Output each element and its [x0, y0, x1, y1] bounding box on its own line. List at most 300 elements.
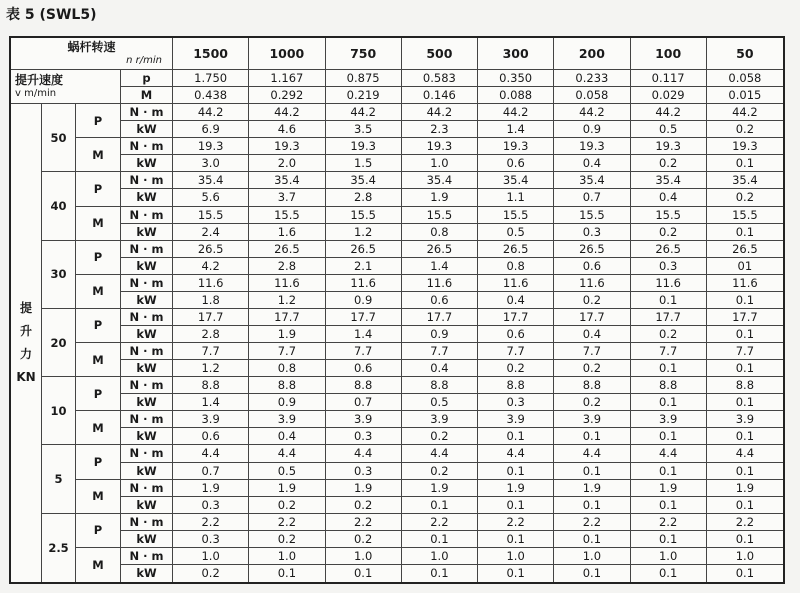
table-cell: 19.3 [478, 138, 554, 155]
table-cell: 4.6 [249, 121, 325, 138]
table-cell: 0.2 [402, 463, 478, 480]
type-code: P [76, 445, 121, 479]
table-cell: 0.3 [326, 428, 402, 445]
table-cell: 4.4 [326, 445, 402, 462]
table-cell: 0.1 [707, 155, 783, 172]
performance-table [9, 36, 785, 584]
table-cell: 35.4 [326, 172, 402, 189]
load-value: 50 [42, 104, 76, 172]
table-cell: 11.6 [173, 275, 249, 292]
table-cell: 0.7 [554, 189, 630, 206]
load-value: 40 [42, 172, 76, 240]
table-cell: 0.6 [478, 326, 554, 343]
unit-label: N · m [121, 343, 173, 360]
table-cell: 1.1 [478, 189, 554, 206]
table-cell: 35.4 [707, 172, 783, 189]
table-cell: 0.1 [554, 428, 630, 445]
table-cell: 3.9 [631, 411, 707, 428]
table-cell: 26.5 [631, 241, 707, 258]
unit-label: kW [121, 394, 173, 411]
table-cell: 1.9 [554, 480, 630, 497]
table-cell: 2.2 [631, 514, 707, 531]
type-code: M [76, 138, 121, 172]
table-cell: 11.6 [249, 275, 325, 292]
table-cell: 0.1 [631, 497, 707, 514]
table-cell: 44.2 [478, 104, 554, 121]
unit-label: N · m [121, 377, 173, 394]
table-cell: 0.3 [478, 394, 554, 411]
table-cell: 6.9 [173, 121, 249, 138]
table-cell: 15.5 [402, 207, 478, 224]
table-cell: 26.5 [478, 241, 554, 258]
table-cell: 0.015 [707, 87, 783, 104]
lift-speed-label [11, 70, 121, 104]
table-cell: 0.1 [554, 497, 630, 514]
table-cell: 0.7 [173, 463, 249, 480]
table-cell: 26.5 [173, 241, 249, 258]
unit-label: kW [121, 121, 173, 138]
table-cell: 44.2 [402, 104, 478, 121]
table-cell: 2.4 [173, 224, 249, 241]
table-cell: 44.2 [707, 104, 783, 121]
table-cell: 0.9 [326, 292, 402, 309]
table-cell: 01 [707, 258, 783, 275]
type-code: M [76, 275, 121, 309]
table-cell: 2.1 [326, 258, 402, 275]
table-cell: 1.750 [173, 70, 249, 87]
table-cell: 44.2 [249, 104, 325, 121]
table-cell: 0.2 [554, 360, 630, 377]
speed-header [11, 38, 173, 70]
table-cell: 4.4 [554, 445, 630, 462]
table-cell: 0.1 [707, 497, 783, 514]
table-cell: 5.6 [173, 189, 249, 206]
table-cell: 0.1 [478, 463, 554, 480]
table-cell: 0.1 [707, 224, 783, 241]
table-cell: 7.7 [249, 343, 325, 360]
speed-column-header: 1500 [173, 38, 249, 70]
table-cell: 7.7 [173, 343, 249, 360]
table-cell: 0.350 [478, 70, 554, 87]
speed-column-header: 300 [478, 38, 554, 70]
table-cell: 0.9 [402, 326, 478, 343]
table-cell: 1.9 [478, 480, 554, 497]
table-cell: 3.7 [249, 189, 325, 206]
table-cell: 1.167 [249, 70, 325, 87]
type-code: P [76, 309, 121, 343]
table-cell: 0.2 [707, 121, 783, 138]
table-cell: 0.1 [707, 360, 783, 377]
table-cell: 0.2 [554, 394, 630, 411]
unit-label: kW [121, 155, 173, 172]
unit-label: N · m [121, 207, 173, 224]
table-cell: 0.1 [631, 360, 707, 377]
table-cell: 4.4 [707, 445, 783, 462]
unit-label: N · m [121, 104, 173, 121]
table-cell: 0.2 [631, 326, 707, 343]
table-cell: 4.4 [631, 445, 707, 462]
table-cell: 0.058 [554, 87, 630, 104]
table-cell: 17.7 [326, 309, 402, 326]
table-cell: 15.5 [326, 207, 402, 224]
table-cell: 0.2 [554, 292, 630, 309]
lift-speed-unit: v m/min [15, 87, 57, 99]
table-cell: 0.8 [402, 224, 478, 241]
table-cell: 1.2 [326, 224, 402, 241]
table-cell: 0.058 [707, 70, 783, 87]
table-cell: 1.2 [249, 292, 325, 309]
table-cell: 0.1 [631, 394, 707, 411]
speed-column-header: 50 [707, 38, 783, 70]
table-cell: 0.438 [173, 87, 249, 104]
table-cell: 0.6 [554, 258, 630, 275]
table-cell: 4.4 [402, 445, 478, 462]
table-cell: 0.9 [249, 394, 325, 411]
table-cell: 2.2 [554, 514, 630, 531]
table-cell: 1.0 [249, 548, 325, 565]
table-cell: 4.4 [249, 445, 325, 462]
table-cell: 15.5 [554, 207, 630, 224]
table-cell: 11.6 [631, 275, 707, 292]
table-cell: 35.4 [478, 172, 554, 189]
table-cell: 0.2 [631, 155, 707, 172]
table-cell: 0.2 [707, 189, 783, 206]
table-cell: 3.9 [478, 411, 554, 428]
unit-label: kW [121, 292, 173, 309]
table-cell: 1.9 [249, 480, 325, 497]
type-code: P [76, 172, 121, 206]
table-cell: 0.233 [554, 70, 630, 87]
table-cell: 1.9 [402, 189, 478, 206]
table-cell: 26.5 [554, 241, 630, 258]
load-value: 2.5 [42, 514, 76, 582]
table-cell: 1.5 [326, 155, 402, 172]
type-code: M [76, 207, 121, 241]
table-cell: 1.0 [707, 548, 783, 565]
table-cell: 2.8 [326, 189, 402, 206]
table-cell: 19.3 [326, 138, 402, 155]
table-cell: 11.6 [326, 275, 402, 292]
table-cell: 0.4 [554, 326, 630, 343]
unit-label: N · m [121, 309, 173, 326]
table-cell: 0.3 [631, 258, 707, 275]
table-cell: 8.8 [554, 377, 630, 394]
table-cell: 0.1 [326, 565, 402, 582]
table-cell: 0.9 [554, 121, 630, 138]
table-cell: 0.1 [478, 428, 554, 445]
speed-column-header: 500 [402, 38, 478, 70]
lift-force-label-part: KN [16, 369, 36, 384]
table-cell: 0.6 [173, 428, 249, 445]
table-cell: 19.3 [402, 138, 478, 155]
table-cell: 0.1 [707, 326, 783, 343]
unit-label: N · m [121, 514, 173, 531]
lift-speed-title: 提升速度 [15, 72, 64, 87]
unit-label: kW [121, 565, 173, 582]
table-cell: 0.5 [478, 224, 554, 241]
table-cell: 15.5 [707, 207, 783, 224]
table-cell: 8.8 [249, 377, 325, 394]
table-cell: 0.3 [326, 463, 402, 480]
table-cell: 0.2 [478, 360, 554, 377]
table-cell: 1.0 [631, 548, 707, 565]
table-cell: 2.2 [478, 514, 554, 531]
table-cell: 44.2 [631, 104, 707, 121]
table-cell: 1.2 [173, 360, 249, 377]
table-cell: 44.2 [326, 104, 402, 121]
table-cell: 0.2 [402, 428, 478, 445]
table-cell: 0.2 [326, 531, 402, 548]
table-cell: 0.4 [249, 428, 325, 445]
table-cell: 0.8 [249, 360, 325, 377]
table-cell: 2.2 [402, 514, 478, 531]
table-cell: 26.5 [707, 241, 783, 258]
table-cell: 26.5 [402, 241, 478, 258]
table-cell: 1.6 [249, 224, 325, 241]
table-cell: 1.9 [173, 480, 249, 497]
table-cell: 3.9 [707, 411, 783, 428]
table-cell: 2.2 [326, 514, 402, 531]
table-cell: 1.9 [326, 480, 402, 497]
type-code: M [76, 480, 121, 514]
table-cell: 8.8 [173, 377, 249, 394]
lift-speed-type: p [121, 70, 173, 87]
unit-label: kW [121, 360, 173, 377]
table-cell: 1.0 [402, 155, 478, 172]
table-cell: 0.5 [249, 463, 325, 480]
table-cell: 19.3 [631, 138, 707, 155]
unit-label: kW [121, 224, 173, 241]
table-cell: 4.4 [173, 445, 249, 462]
table-cell: 8.8 [478, 377, 554, 394]
type-code: M [76, 548, 121, 582]
table-cell: 0.088 [478, 87, 554, 104]
table-cell: 0.1 [631, 565, 707, 582]
speed-column-header: 1000 [249, 38, 325, 70]
table-cell: 0.1 [735, 566, 755, 581]
table-cell: 0.1 [707, 463, 783, 480]
type-code: M [76, 411, 121, 445]
table-cell: 1.9 [402, 480, 478, 497]
type-code: M [76, 343, 121, 377]
table-cell: 2.2 [707, 514, 783, 531]
table-cell: 1.0 [478, 548, 554, 565]
table-cell: 17.7 [478, 309, 554, 326]
table-cell: 0.4 [631, 189, 707, 206]
table-cell: 15.5 [173, 207, 249, 224]
table-cell: 0.1 [707, 531, 783, 548]
table-cell: 1.8 [173, 292, 249, 309]
table-cell: 44.2 [554, 104, 630, 121]
lift-force-label [11, 104, 42, 582]
table-cell: 3.5 [326, 121, 402, 138]
table-cell: 0.029 [631, 87, 707, 104]
speed-header-unit: n r/min [126, 54, 162, 66]
speed-column-header: 200 [554, 38, 630, 70]
table-cell: 0.1 [402, 497, 478, 514]
table-cell: 17.7 [631, 309, 707, 326]
table-cell: 1.9 [631, 480, 707, 497]
table-cell: 7.7 [707, 343, 783, 360]
unit-label: kW [121, 497, 173, 514]
table-cell: 11.6 [554, 275, 630, 292]
table-cell: 7.7 [631, 343, 707, 360]
table-cell: 1.4 [173, 394, 249, 411]
speed-column-header: 750 [326, 38, 402, 70]
table-cell: 3.9 [249, 411, 325, 428]
table-cell: 17.7 [402, 309, 478, 326]
table-cell: 0.1 [631, 463, 707, 480]
table-cell: 35.4 [249, 172, 325, 189]
table-cell: 4.4 [478, 445, 554, 462]
lift-force-label-part: 力 [19, 347, 32, 362]
lift-force-label-part: 提 [19, 301, 32, 316]
table-cell: 0.1 [478, 531, 554, 548]
table-cell: 0.1 [554, 565, 630, 582]
table-cell: 2.8 [173, 326, 249, 343]
lift-force-label-part: 升 [19, 324, 32, 339]
table-cell: 35.4 [173, 172, 249, 189]
table-cell: 17.7 [554, 309, 630, 326]
table-cell: 11.6 [707, 275, 783, 292]
table-cell: 0.219 [326, 87, 402, 104]
table-cell: 19.3 [707, 138, 783, 155]
unit-label: kW [121, 463, 173, 480]
unit-label: kW [121, 428, 173, 445]
table-cell: 3.9 [326, 411, 402, 428]
unit-label: N · m [121, 445, 173, 462]
unit-label: N · m [121, 411, 173, 428]
table-cell: 1.4 [326, 326, 402, 343]
table-cell: 0.117 [631, 70, 707, 87]
table-cell: 15.5 [631, 207, 707, 224]
table-cell: 8.8 [707, 377, 783, 394]
table-cell: 7.7 [402, 343, 478, 360]
table-cell: 0.1 [402, 531, 478, 548]
table-cell: 0.4 [478, 292, 554, 309]
table-cell: 1.0 [173, 548, 249, 565]
table-cell: 0.4 [402, 360, 478, 377]
table-cell: 0.3 [554, 224, 630, 241]
table-cell: 2.2 [173, 514, 249, 531]
table-cell: 0.1 [249, 565, 325, 582]
table-cell: 0.1 [402, 565, 478, 582]
speed-header-title: 蜗杆转速 [67, 40, 116, 55]
unit-label: N · m [121, 241, 173, 258]
table-cell: 0.6 [326, 360, 402, 377]
table-cell: 1.4 [478, 121, 554, 138]
table-cell: 0.1 [478, 565, 554, 582]
unit-label: N · m [121, 480, 173, 497]
table-cell: 19.3 [554, 138, 630, 155]
table-cell: 35.4 [631, 172, 707, 189]
table-cell: 17.7 [249, 309, 325, 326]
table-cell: 17.7 [173, 309, 249, 326]
table-cell: 0.6 [402, 292, 478, 309]
type-code: P [76, 514, 121, 548]
table-cell: 0.2 [249, 497, 325, 514]
table-cell: 1.0 [326, 548, 402, 565]
table-cell: 0.1 [631, 531, 707, 548]
table-cell: 35.4 [402, 172, 478, 189]
table-cell: 8.8 [326, 377, 402, 394]
table-cell: 15.5 [478, 207, 554, 224]
table-cell: 1.0 [554, 548, 630, 565]
table-cell: 0.5 [402, 394, 478, 411]
type-code: P [76, 377, 121, 411]
speed-column-header: 100 [631, 38, 707, 70]
load-value: 10 [42, 377, 76, 445]
table-cell: 0.1 [478, 497, 554, 514]
table-cell: 0.5 [631, 121, 707, 138]
unit-label: N · m [121, 275, 173, 292]
unit-label: kW [121, 531, 173, 548]
table-cell: 0.583 [402, 70, 478, 87]
type-code: P [76, 241, 121, 275]
table-cell: 7.7 [478, 343, 554, 360]
unit-label: N · m [121, 172, 173, 189]
table-cell: 11.6 [402, 275, 478, 292]
load-value: 5 [42, 445, 76, 513]
unit-label: kW [121, 258, 173, 275]
table-cell: 2.2 [249, 514, 325, 531]
table-cell: 7.7 [554, 343, 630, 360]
table-cell: 0.1 [554, 463, 630, 480]
unit-label: kW [121, 189, 173, 206]
table-cell: 8.8 [402, 377, 478, 394]
table-cell: 17.7 [707, 309, 783, 326]
table-cell: 26.5 [249, 241, 325, 258]
type-code: P [76, 104, 121, 138]
table-cell: 8.8 [631, 377, 707, 394]
table-cell: 11.6 [478, 275, 554, 292]
table-cell: 3.9 [173, 411, 249, 428]
table-cell: 19.3 [173, 138, 249, 155]
table-cell: 0.4 [554, 155, 630, 172]
table-cell: 0.6 [478, 155, 554, 172]
table-cell: 0.3 [173, 497, 249, 514]
table-cell: 3.9 [554, 411, 630, 428]
table-cell: 1.0 [402, 548, 478, 565]
table-cell: 1.4 [402, 258, 478, 275]
load-value: 30 [42, 241, 76, 309]
table-cell: 35.4 [554, 172, 630, 189]
table-cell: 2.8 [249, 258, 325, 275]
table-caption: 表 5 (SWL5) [6, 7, 97, 23]
table-cell: 3.9 [402, 411, 478, 428]
table-cell: 44.2 [173, 104, 249, 121]
lift-speed-type: M [121, 87, 173, 104]
unit-label: kW [121, 326, 173, 343]
load-value: 20 [42, 309, 76, 377]
table-cell: 15.5 [249, 207, 325, 224]
table-cell: 2.3 [402, 121, 478, 138]
table-cell: 0.8 [478, 258, 554, 275]
table-cell: 1.9 [707, 480, 783, 497]
table-cell: 19.3 [249, 138, 325, 155]
table-cell: 0.1 [554, 531, 630, 548]
table-cell: 2.0 [249, 155, 325, 172]
table-cell: 0.3 [173, 531, 249, 548]
table-cell: 3.0 [173, 155, 249, 172]
table-cell: 0.2 [326, 497, 402, 514]
table-cell: 0.1 [707, 428, 783, 445]
table-cell: 7.7 [326, 343, 402, 360]
table-cell: 0.7 [326, 394, 402, 411]
table-cell: 4.2 [173, 258, 249, 275]
table-cell: 0.875 [326, 70, 402, 87]
table-cell: 1.9 [249, 326, 325, 343]
